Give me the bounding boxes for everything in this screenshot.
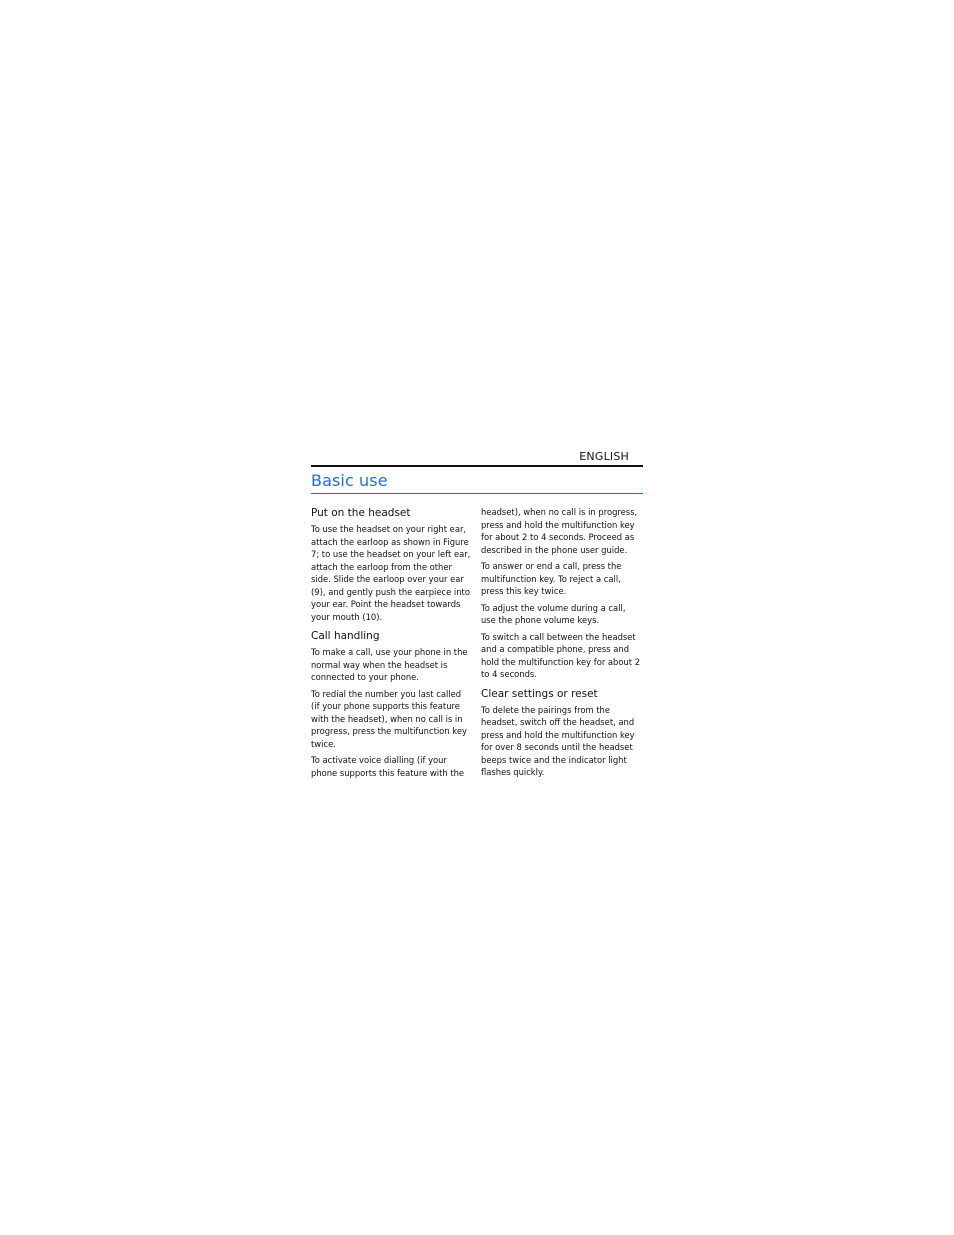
call-handling-heading: Call handling [311,630,380,642]
voice-dialling-continued: headset), when no call is in progress, press and hold the multifunction key for about 2 to 4 seconds. Proceed as described in the phone user guide. [481,507,638,555]
clear-settings-heading: Clear settings or reset [481,687,598,700]
put-on-heading: Put on the headset [311,507,411,519]
put-on-text: To use the headset on your right ear, attach the earloop as shown in Figure 7; to use the headset on your left ear, attach the earloop from the other side. Slide the earloop over your ear (9), and gently push the earpiece into your ear. Point the headset towards your mouth (10). [311,524,471,622]
language-label: ENGLISH [579,450,629,463]
call-handling-redial: To redial the number you last called (if your phone supports this feature with the headset), when no call is in progress, press the multifunction key twice. [311,688,467,749]
left-column [311,506,471,783]
call-handling-make-call: To make a call, use your phone in the normal way when the headset is connected to your phone. [311,647,468,682]
header-rule [311,465,643,467]
title-underline [311,493,643,494]
adjust-volume-text: To adjust the volume during a call, use the phone volume keys. [481,602,626,625]
answer-end-call-text: To answer or end a call, press the multifunction key. To reject a call, press this key twice. [481,561,622,596]
switch-call-text: To switch a call between the headset and a compatible phone, press and hold the multifunction key for about 2 to 4 seconds. [481,631,641,679]
call-handling-voice-dialling: To activate voice dialling (if your phone supports this feature with the [311,755,465,778]
right-column [481,506,641,783]
clear-settings-text: To delete the pairings from the headset, switch off the headset, and press and hold the multifunction key for over 8 seconds until the headset beeps twice and the indicator light flashes quickly. [481,704,635,777]
section-title: Basic use [311,471,388,490]
